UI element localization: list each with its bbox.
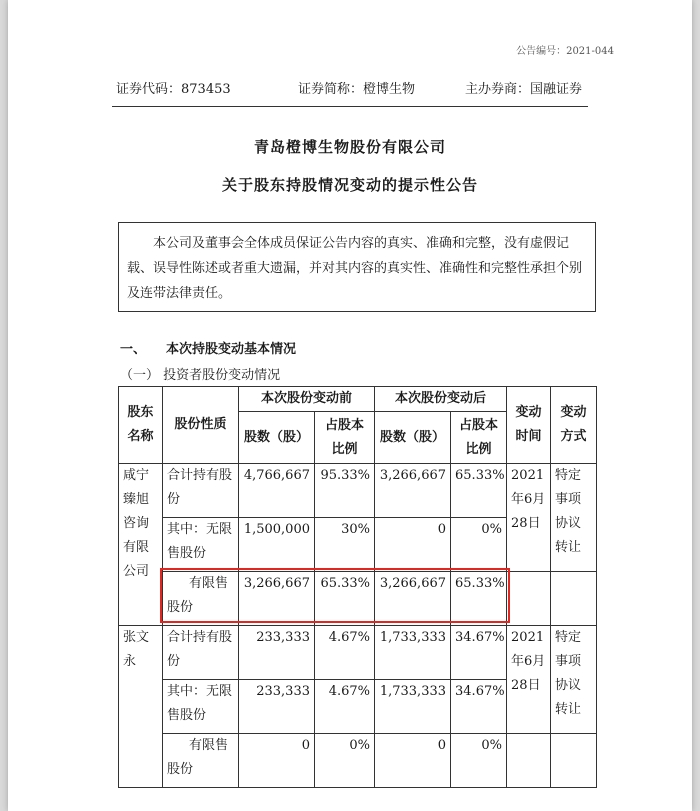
header-change-time: 变动时间 [507, 387, 551, 464]
before-ratio: 0% [315, 734, 375, 788]
before-ratio: 95.33% [315, 464, 375, 518]
after-shares: 3,266,667 [375, 572, 451, 626]
share-nature: 合计持有股份 [163, 626, 239, 680]
section-number: 一、 [120, 342, 147, 357]
after-shares: 1,733,333 [375, 626, 451, 680]
before-ratio: 4.67% [315, 680, 375, 734]
header-before-change: 本次股份变动前 [239, 387, 375, 412]
shareholder-name: 张文永 [119, 626, 163, 788]
after-shares: 3,266,667 [375, 464, 451, 518]
before-shares: 1,500,000 [239, 518, 315, 572]
change-method: 特定事项协议转让 [551, 464, 597, 572]
header-shareholder-name: 股东名称 [119, 387, 163, 464]
notice-title: 关于股东持股情况变动的提示性公告 [221, 176, 478, 194]
after-shares: 1,733,333 [375, 680, 451, 734]
before-shares: 4,766,667 [239, 464, 315, 518]
before-ratio: 4.67% [315, 626, 375, 680]
before-ratio: 30% [315, 518, 375, 572]
before-shares: 3,266,667 [239, 572, 315, 626]
document-page [8, 0, 692, 811]
lead-broker: 主办券商：国融证券 [464, 82, 582, 97]
before-shares: 233,333 [239, 626, 315, 680]
after-ratio: 0% [451, 518, 507, 572]
subsection-heading: （一） 投资者股份变动情况 [120, 368, 281, 383]
share-nature: 其中：无限售股份 [163, 518, 239, 572]
share-nature: 有限售股份 [163, 572, 239, 626]
after-shares: 0 [375, 518, 451, 572]
after-ratio: 34.67% [451, 626, 507, 680]
change-time: 2021年6月28日 [507, 626, 551, 734]
share-nature: 其中：无限售股份 [163, 680, 239, 734]
header-after-shares: 股数（股） [375, 412, 451, 464]
change-time: 2021年6月28日 [507, 464, 551, 572]
before-shares: 233,333 [239, 680, 315, 734]
before-ratio: 65.33% [315, 572, 375, 626]
security-code: 证券代码：873453 [116, 82, 231, 97]
before-shares: 0 [239, 734, 315, 788]
section-heading [120, 338, 296, 357]
empty-cell [507, 734, 551, 788]
statement-box: 本公司及董事会全体成员保证公告内容的真实、准确和完整，没有虚假记载、误导性陈述或者重大遗漏，并对其内容的真实性、准确性和完整性承担个别及连带法律责任。 [118, 222, 596, 312]
empty-cell [507, 572, 551, 626]
highlight-box [160, 568, 510, 623]
announcement-number: 公告编号：2021-044 [516, 46, 614, 57]
after-ratio: 65.33% [451, 572, 507, 626]
after-shares: 0 [375, 734, 451, 788]
header-after-change: 本次股份变动后 [375, 387, 507, 412]
header-before-ratio: 占股本比例 [315, 412, 375, 464]
company-title: 青岛橙博生物股份有限公司 [253, 138, 446, 156]
after-ratio: 34.67% [451, 680, 507, 734]
section-title: 本次持股变动基本情况 [166, 342, 297, 357]
security-abbreviation: 证券简称：橙博生物 [298, 82, 416, 97]
change-method: 特定事项协议转让 [551, 626, 597, 734]
after-ratio: 0% [451, 734, 507, 788]
header-after-ratio: 占股本比例 [451, 412, 507, 464]
share-nature: 合计持有股份 [163, 464, 239, 518]
header-change-method: 变动方式 [551, 387, 597, 464]
header-share-nature: 股份性质 [163, 387, 239, 464]
share-nature: 有限售股份 [163, 734, 239, 788]
header-before-shares: 股数（股） [239, 412, 315, 464]
header-divider [112, 106, 588, 107]
shareholder-name: 咸宁臻旭咨询有限公司 [119, 464, 163, 626]
after-ratio: 65.33% [451, 464, 507, 518]
empty-cell [551, 572, 597, 626]
empty-cell [551, 734, 597, 788]
